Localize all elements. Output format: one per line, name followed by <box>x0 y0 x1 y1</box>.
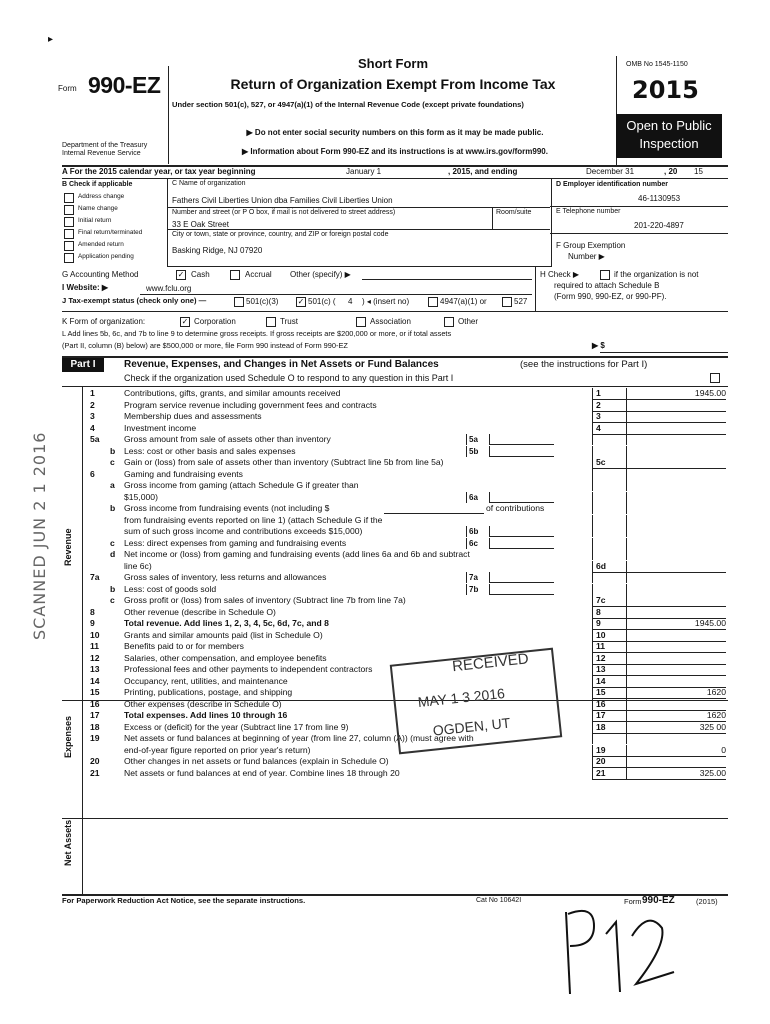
accrual-label: Accrual <box>245 270 272 279</box>
line-number: 18 <box>90 721 100 732</box>
line-number: a <box>110 480 115 490</box>
4947-checkbox[interactable] <box>428 297 438 307</box>
accrual-checkbox[interactable] <box>230 270 240 280</box>
line-number: 21 <box>90 767 100 778</box>
check-applicable-label: Initial return <box>78 217 112 224</box>
expenses-section-label: Expenses <box>63 715 73 758</box>
part1-line-row <box>62 423 728 434</box>
line-amount[interactable] <box>624 699 726 711</box>
line-amount[interactable] <box>624 457 726 469</box>
footer-form-prefix: Form <box>624 897 642 906</box>
line-ref-box: 11 <box>592 641 627 653</box>
line-description: Gain or (loss) from sale of assets other than inventory (Subtract line 5b from line 5a) <box>124 457 444 467</box>
line-ref-box: 2 <box>592 400 627 412</box>
line-number: 16 <box>90 698 100 709</box>
cash-checkbox[interactable]: ✓ <box>177 270 185 279</box>
line-amount[interactable] <box>624 538 726 549</box>
part1-line-row <box>62 745 728 756</box>
inspection: Inspection <box>639 136 699 151</box>
form-prefix: Form <box>58 84 77 93</box>
part1-line-row <box>62 607 728 618</box>
footer-year: (2015) <box>696 897 718 906</box>
group-exemption-number: Number ▶ <box>568 252 605 261</box>
check-applicable-label: Address change <box>78 193 125 200</box>
room-suite-label: Room/suite <box>496 209 532 216</box>
501c-label: 501(c) ( <box>308 297 336 306</box>
handwritten-page-number <box>560 900 680 1000</box>
line-number: 6 <box>90 468 95 479</box>
part1-line-row <box>62 733 728 744</box>
line-number: d <box>110 549 116 559</box>
line-ref-box <box>592 538 627 549</box>
info-notice: ▶ Information about Form 990-EZ and its instructions is at www.irs.gov/form990. <box>242 147 548 156</box>
line-ref-box <box>592 515 627 526</box>
part1-line-row <box>62 446 728 457</box>
527-checkbox[interactable] <box>502 297 512 307</box>
street-label: Number and street (or P O box, if mail is not delivered to street address) <box>172 209 396 216</box>
line-description: Gross income from fundraising events (not including $ <box>124 503 330 513</box>
part1-line-row <box>62 492 728 503</box>
schedule-o-check-text: Check if the organization used Schedule O to respond to any question in this Part I <box>124 373 454 383</box>
part-i-title: Revenue, Expenses, and Changes in Net Assets or Fund Balances <box>124 359 439 370</box>
line-description: Less: cost of goods sold <box>124 583 217 594</box>
part1-line-row <box>62 411 728 422</box>
501c-checkbox[interactable]: ✓ <box>297 297 305 306</box>
line-l-text2: (Part II, column (B) below) are $500,000 or more, file Form 990 instead of Form 990-EZ <box>62 341 348 350</box>
line-description: Program service revenue including government fees and contracts <box>124 399 377 410</box>
line-amount[interactable]: 1620 <box>624 710 726 722</box>
line-ref-box: 18 <box>592 722 627 734</box>
line-amount[interactable] <box>624 411 726 423</box>
accounting-method-label: G Accounting Method <box>62 270 139 279</box>
line-h-text3: (Form 990, 990-EZ, or 990-PF). <box>554 292 667 301</box>
line-extra: of contributions <box>486 503 545 513</box>
scanned-stamp: SCANNED JUN 2 1 2016 <box>30 431 49 640</box>
part1-line-row <box>62 584 728 595</box>
tax-year: 2015 <box>632 76 699 104</box>
line-number: 17 <box>90 710 100 720</box>
line-ref-box <box>592 480 627 491</box>
other-org-label: Other <box>458 317 479 326</box>
line-number: 10 <box>90 629 100 640</box>
part1-line-row <box>62 434 728 445</box>
revenue-section-label: Revenue <box>63 528 73 566</box>
line-number: 4 <box>90 422 95 433</box>
line-ref-box: 1 <box>592 388 627 400</box>
line-l-dollar: ▶ $ <box>592 341 605 350</box>
line-description: Net income or (loss) from gaming and fundraising events (add lines 6a and 6b and subtract <box>124 549 470 559</box>
line-ref-box: 7c <box>592 595 627 607</box>
part1-line-row <box>62 480 728 491</box>
line-amount[interactable] <box>624 503 726 514</box>
line-description: Salaries, other compensation, and employee benefits <box>124 652 327 663</box>
website-label: I Website: ▶ <box>62 283 109 292</box>
open-to-public: Open to Public <box>626 118 712 133</box>
line-description: Other revenue (describe in Schedule O) <box>124 606 276 617</box>
line-ref-box: 19 <box>592 745 627 757</box>
city-label: City or town, state or province, country, and ZIP or foreign postal code <box>172 231 389 238</box>
line-number: 15 <box>90 687 100 697</box>
line-ref-box <box>592 733 627 744</box>
line-description: Excess or (deficit) for the year (Subtract line 17 from line 9) <box>124 721 349 732</box>
line-ref-box <box>592 446 627 457</box>
part1-line-row <box>62 469 728 480</box>
part1-line-row <box>62 595 728 606</box>
line-description: $15,000) <box>124 491 158 502</box>
line-amount[interactable] <box>624 480 726 491</box>
corporation-checkbox[interactable]: ✓ <box>181 317 189 326</box>
line-amount[interactable] <box>624 756 726 768</box>
line-description: Gross income from gaming (attach Schedule G if greater than <box>124 480 359 490</box>
line-amount[interactable] <box>624 630 726 642</box>
ein-value: 46-1130953 <box>638 194 681 203</box>
line-description: Professional fees and other payments to independent contractors <box>124 664 373 674</box>
catalog-number: Cat No 10642I <box>476 897 522 904</box>
line-description: sum of such gross income and contributions exceeds $15,000) <box>124 526 363 536</box>
line-amount[interactable] <box>624 526 726 537</box>
line-amount[interactable] <box>624 572 726 583</box>
line-amount[interactable] <box>624 400 726 412</box>
inline-line-box: 6a <box>466 492 490 503</box>
527-label: 527 <box>514 297 528 306</box>
line-amount[interactable]: 1620 <box>624 687 726 699</box>
check-applicable-box[interactable] <box>64 205 74 215</box>
other-org-checkbox[interactable] <box>444 317 454 327</box>
line-description: Gross amount from sale of assets other than inventory <box>124 434 331 444</box>
line-amount[interactable]: 1945.00 <box>624 618 726 630</box>
part1-line-row <box>62 618 728 629</box>
margin-mark: ▸ <box>48 34 54 45</box>
tax-year-end: December 31 <box>586 167 635 176</box>
line-description: Less: direct expenses from gaming and fundraising events <box>124 537 347 548</box>
line-description: Benefits paid to or for members <box>124 641 244 651</box>
cash-label: Cash <box>191 270 210 279</box>
line-amount[interactable] <box>624 584 726 595</box>
tax-exempt-label: J Tax-exempt status (check only one) — <box>62 296 207 305</box>
other-method-label: Other (specify) ▶ <box>290 270 351 279</box>
line-number: c <box>110 537 115 548</box>
form-title: Return of Organization Exempt From Income Tax <box>230 76 556 92</box>
irs-label: Internal Revenue Service <box>62 150 141 157</box>
corporation-label: Corporation <box>194 317 236 326</box>
ein-label: D Employer identification number <box>556 181 669 188</box>
check-applicable-box[interactable] <box>64 229 74 239</box>
part1-line-row <box>62 549 728 560</box>
line-amount[interactable] <box>624 446 726 457</box>
received-city: OGDEN, UT <box>432 714 512 739</box>
footer-form-number: 990-EZ <box>642 895 675 906</box>
line-amount[interactable] <box>624 595 726 607</box>
part1-line-row <box>62 538 728 549</box>
line-ref-box: 6d <box>592 561 627 573</box>
org-name-label: C Name of organization <box>172 180 246 187</box>
line-number: 3 <box>90 411 95 421</box>
part1-line-row <box>62 515 728 526</box>
part1-line-row <box>62 503 728 514</box>
org-name: Fathers Civil Liberties Union dba Families Civil Liberties Union <box>172 196 393 205</box>
association-label: Association <box>370 317 411 326</box>
line-amount[interactable] <box>624 733 726 744</box>
line-ref-box: 13 <box>592 664 627 676</box>
part1-line-row <box>62 630 728 641</box>
line-amount[interactable]: 325 00 <box>624 722 726 734</box>
line-number: 7a <box>90 572 100 582</box>
line-description: end-of-year figure reported on prior year's return) <box>124 744 311 755</box>
received-text: RECEIVED <box>451 650 530 676</box>
line-number: 12 <box>90 652 100 663</box>
line-ref-box <box>592 584 627 595</box>
line-description: Less: cost or other basis and sales expenses <box>124 445 296 456</box>
line-amount[interactable] <box>624 515 726 526</box>
inline-line-box: 5a <box>466 434 490 445</box>
check-applicable-label: Name change <box>78 205 118 212</box>
no-ssn-notice: ▶ Do not enter social security numbers on this form as it may be made public. <box>246 128 544 137</box>
part1-line-row <box>62 653 728 664</box>
phone-value: 201-220-4897 <box>634 221 684 230</box>
line-amount[interactable] <box>624 434 726 445</box>
check-applicable-box[interactable] <box>64 253 74 263</box>
trust-checkbox[interactable] <box>266 317 276 327</box>
line-description: Gross profit or (loss) from sales of inventory (Subtract line 7b from line 7a) <box>124 595 406 605</box>
line-description: Occupancy, rent, utilities, and maintenance <box>124 675 288 686</box>
tax-year-begin: January 1 <box>346 167 382 176</box>
line-description: line 6c) <box>124 560 152 571</box>
part1-line-row <box>62 572 728 583</box>
part-i-label: Part I <box>62 358 104 372</box>
line-number: 14 <box>90 675 100 686</box>
insert-no-label: ) ◂ (insert no) <box>362 297 410 306</box>
line-ref-box: 14 <box>592 676 627 688</box>
501c-number: 4 <box>348 297 353 306</box>
line-number: 11 <box>90 641 100 651</box>
paperwork-notice: For Paperwork Reduction Act Notice, see the separate instructions. <box>62 896 306 905</box>
line-description: from fundraising events reported on line 1) (attach Schedule G if the <box>124 514 383 525</box>
line-ref-box <box>592 492 627 503</box>
line-ref-box <box>592 469 627 480</box>
line-amount[interactable]: 0 <box>624 745 726 757</box>
line-amount[interactable] <box>624 423 726 435</box>
line-h-text: if the organization is not <box>614 270 699 279</box>
line-ref-box: 20 <box>592 756 627 768</box>
line-description: Grants and similar amounts paid (list in Schedule O) <box>124 629 323 640</box>
check-applicable-box[interactable] <box>64 217 74 227</box>
line-ref-box: 16 <box>592 699 627 711</box>
line-h-text2: required to attach Schedule B <box>554 281 660 290</box>
check-applicable-label: Final return/terminated <box>78 229 143 236</box>
line-description: Total revenue. Add lines 1, 2, 3, 4, 5c, 6d, 7c, and 8 <box>124 618 329 628</box>
line-number: 9 <box>90 618 95 628</box>
line-ref-box: 4 <box>592 423 627 435</box>
4947-label: 4947(a)(1) or <box>440 297 487 306</box>
line-number: b <box>110 445 116 456</box>
line-ref-box <box>592 526 627 537</box>
group-exemption-label: F Group Exemption <box>556 241 626 250</box>
schedule-b-checkbox[interactable] <box>600 270 610 280</box>
line-ref-box: 9 <box>592 618 627 630</box>
received-stamp <box>390 648 563 755</box>
line-description: Total expenses. Add lines 10 through 16 <box>124 710 288 720</box>
line-amount[interactable] <box>624 676 726 688</box>
part1-line-row <box>62 561 728 572</box>
phone-label: E Telephone number <box>556 208 621 215</box>
line-amount[interactable] <box>624 492 726 503</box>
net-assets-section-label: Net Assets <box>63 819 73 866</box>
line-ref-box: 12 <box>592 653 627 665</box>
line-amount[interactable] <box>624 561 726 573</box>
line-number: 20 <box>90 756 100 766</box>
line-ref-box <box>592 503 627 514</box>
schedule-o-checkbox[interactable] <box>710 373 720 383</box>
line-ref-box <box>592 572 627 583</box>
line-amount[interactable] <box>624 641 726 653</box>
short-form-label: Short Form <box>357 56 429 71</box>
part1-line-row <box>62 756 728 767</box>
line-ref-box: 5c <box>592 457 627 469</box>
inline-line-box: 7b <box>466 584 490 595</box>
line-description: Membership dues and assessments <box>124 411 262 421</box>
line-description: Net assets or fund balances at end of year. Combine lines 18 through 20 <box>124 767 400 778</box>
check-applicable-label: Application pending <box>78 253 134 260</box>
end-year-prefix: , 20 <box>664 167 678 176</box>
line-amount[interactable] <box>624 607 726 619</box>
inline-line-box: 6b <box>466 526 490 537</box>
street-address: 33 E Oak Street <box>172 220 229 229</box>
inline-line-box: 5b <box>466 446 490 457</box>
check-applicable-box[interactable] <box>64 241 74 251</box>
line-ref-box: 8 <box>592 607 627 619</box>
part1-line-row <box>62 641 728 652</box>
city-state-zip: Basking Ridge, NJ 07920 <box>172 246 263 255</box>
under-section: Under section 501(c), 527, or 4947(a)(1) of the Internal Revenue Code (except private foundations) <box>172 100 524 109</box>
line-number: 13 <box>90 664 100 674</box>
line-number: b <box>110 503 116 513</box>
part1-line-row <box>62 388 728 399</box>
line-number: b <box>110 583 116 594</box>
line-ref-box: 21 <box>592 768 627 780</box>
end-year: 15 <box>694 167 703 176</box>
line-description: Contributions, gifts, grants, and similar amounts received <box>124 388 341 398</box>
check-applicable-box[interactable] <box>64 193 74 203</box>
line-description: Other expenses (describe in Schedule O) <box>124 698 282 709</box>
line-number: 19 <box>90 733 100 743</box>
website-value: www.fclu.org <box>146 284 192 293</box>
line-ref-box: 10 <box>592 630 627 642</box>
line-a-middle: , 2015, and ending <box>448 167 518 176</box>
line-a-label: A For the 2015 calendar year, or tax year beginning <box>62 167 256 176</box>
part1-line-row <box>62 768 728 779</box>
form-of-org-label: K Form of organization: <box>62 317 146 326</box>
part-i-title-note: (see the instructions for Part I) <box>520 359 648 370</box>
form-number: 990-EZ <box>88 72 161 98</box>
line-l-text1: L Add lines 5b, 6c, and 7b to line 9 to determine gross receipts. If gross receipts are $200,000 or more, or if total assets <box>62 329 452 338</box>
line-amount[interactable] <box>624 653 726 665</box>
line-description: Investment income <box>124 422 197 433</box>
line-amount[interactable] <box>624 469 726 480</box>
501c3-checkbox[interactable] <box>234 297 244 307</box>
line-number: 2 <box>90 399 95 410</box>
part1-line-row <box>62 400 728 411</box>
line-description: Net assets or fund balances at beginning of year (from line 27, column (A)) (must agree with <box>124 733 474 743</box>
association-checkbox[interactable] <box>356 317 366 327</box>
check-applicable-label: Amended return <box>78 241 124 248</box>
line-number: c <box>110 595 115 605</box>
inline-line-box: 7a <box>466 572 490 583</box>
dept-treasury: Department of the Treasury <box>62 142 148 149</box>
line-ref-box <box>592 549 627 560</box>
line-number: c <box>110 457 115 467</box>
inline-line-box: 6c <box>466 538 490 549</box>
line-description: Gross sales of inventory, less returns and allowances <box>124 572 327 582</box>
line-number: 1 <box>90 388 95 398</box>
line-amount[interactable]: 1945.00 <box>624 388 726 400</box>
line-number: 5a <box>90 434 100 444</box>
line-number: 8 <box>90 606 95 617</box>
line-description: Printing, publications, postage, and shipping <box>124 687 293 697</box>
part1-line-row <box>62 526 728 537</box>
line-h-label: H Check ▶ <box>540 270 580 279</box>
501c3-label: 501(c)(3) <box>246 297 279 306</box>
line-ref-box: 15 <box>592 687 627 699</box>
line-amount[interactable] <box>624 664 726 676</box>
check-applicable-title: B Check if applicable <box>62 181 133 188</box>
line-description: Gaming and fundraising events <box>124 468 243 479</box>
line-amount[interactable]: 325.00 <box>624 768 726 780</box>
omb-number: OMB No 1545-1150 <box>626 61 688 68</box>
line-ref-box: 17 <box>592 710 627 722</box>
line-description: Other changes in net assets or fund balances (explain in Schedule O) <box>124 756 389 766</box>
line-amount[interactable] <box>624 549 726 560</box>
received-date: MAY 1 3 2016 <box>416 684 506 711</box>
line-ref-box <box>592 434 627 445</box>
line-ref-box: 3 <box>592 411 627 423</box>
trust-label: Trust <box>280 317 298 326</box>
part1-line-row <box>62 457 728 468</box>
